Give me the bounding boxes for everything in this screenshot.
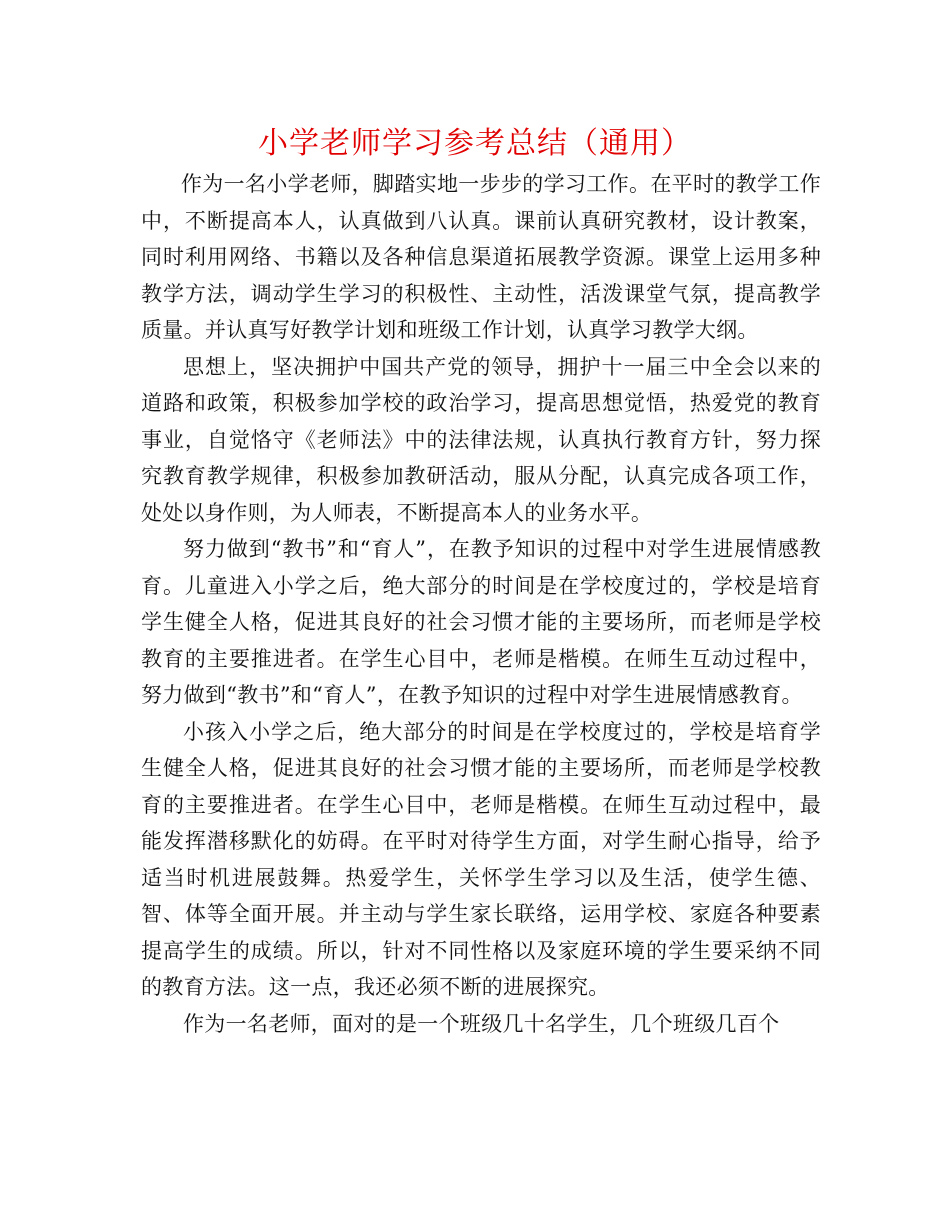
paragraph: 小孩入小学之后，绝大部分的时间是在学校度过的，学校是培育学生健全人格，促进其良好的社会习惯才能的主要场所，而老师是学校教育的主要推进者。在学生心目中，老师是楷模。在师生互动过程中，最能发挥潜移默化的妨碍。在平时对待学生方面，对学生耐心指导，给予适当时机进展鼓舞。热爱学生，关怀学生学习以及生活，使学生德、智、体等全面开展。并主动与学生家长联络，运用学校、家庭各种要素提高学生的成绩。所以，针对不同性格以及家庭环境的学生要采纳不同的教育方法。这一点，我还必须不断的进展探究。 [141, 719, 821, 999]
paragraph: 作为一名小学老师，脚踏实地一步步的学习工作。在平时的教学工作中，不断提高本人，认真做到八认真。课前认真研究教材，设计教案，同时利用网络、书籍以及各种信息渠道拓展教学资源。课堂上运用多种教学方法，调动学生学习的积极性、主动性，活泼课堂气氛，提高教学质量。并认真写好教学计划和班级工作计划，认真学习教学大纲。 [141, 172, 821, 342]
paragraph: 作为一名老师，面对的是一个班级几十名学生，几个班级几百个 [183, 1011, 780, 1036]
paragraph: 努力做到“教书”和“育人”，在教予知识的过程中对学生进展情感教育。儿童进入小学之后，绝大部分的时间是在学校度过的，学校是培育学生健全人格，促进其良好的社会习惯才能的主要场所，而老师是学校教育的主要推进者。在学生心目中，老师是楷模。在师生互动过程中，努力做到“教书”和“育人”，在教予知识的过程中对学生进展情感教育。 [141, 537, 821, 707]
document-title: 小学老师学习参考总结（通用） [258, 126, 692, 161]
paragraph: 思想上，坚决拥护中国共产党的领导，拥护十一届三中全会以来的道路和政策，积极参加学校的政治学习，提高思想觉悟，热爱党的教育事业，自觉恪守《老师法》中的法律法规，认真执行教育方针，努力探究教育教学规律，积极参加教研活动，服从分配，认真完成各项工作，处处以身作则，为人师表，不断提高本人的业务水平。 [141, 354, 821, 525]
document-body [141, 166, 821, 1042]
